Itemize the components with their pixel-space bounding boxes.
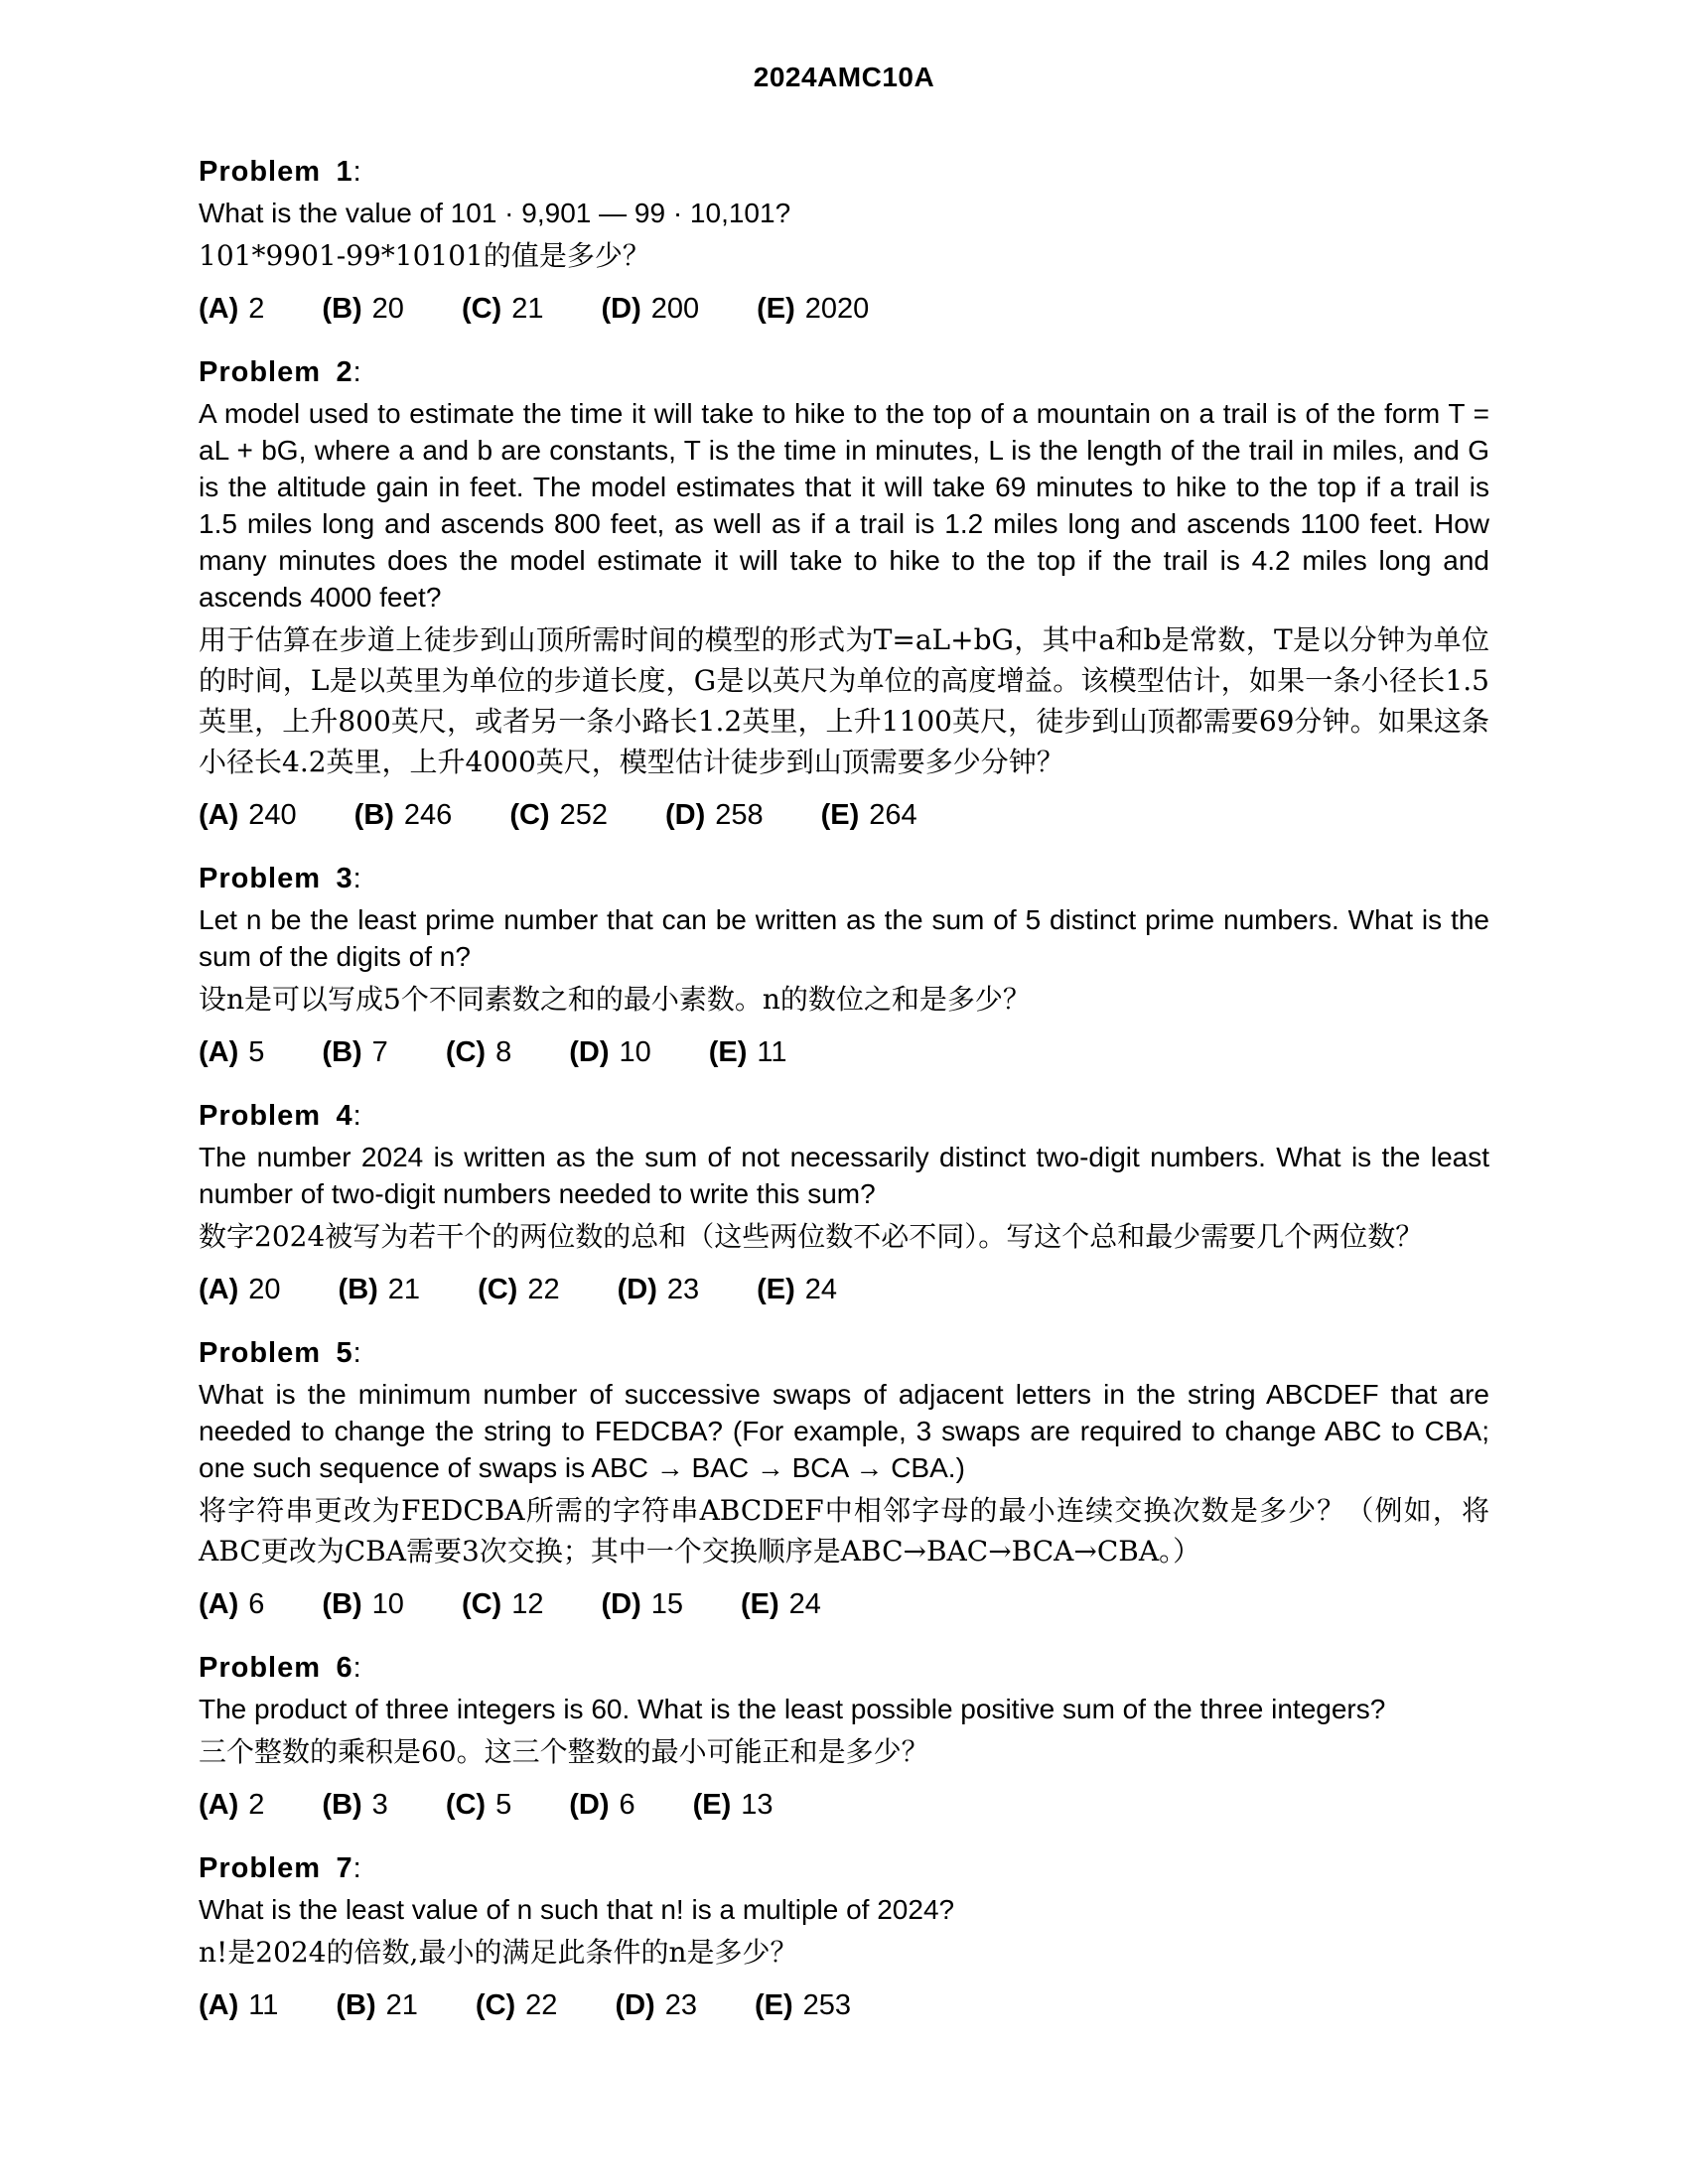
problem-text-english: The product of three integers is 60. What is the least possible positive sum of the three integers? <box>199 1694 1386 1724</box>
answer-choice-value: 7 <box>371 1036 388 1068</box>
answer-choice <box>821 792 917 838</box>
problem-number: 6 <box>336 1652 353 1684</box>
answer-choice-label: (B) <box>338 1274 378 1305</box>
answer-choice-value: 22 <box>527 1274 560 1305</box>
answer-choice-label: (D) <box>601 293 641 325</box>
answer-choice <box>569 1029 651 1075</box>
answer-choice-label: (C) <box>445 1789 487 1821</box>
answer-choice <box>741 1581 821 1627</box>
answer-choice-value: 6 <box>248 1588 265 1620</box>
problem-text-chinese: n!是2024的倍数,最小的满足此条件的n是多少？ <box>199 1936 798 1969</box>
answer-choice-value: 5 <box>248 1036 265 1068</box>
answer-choice-label: (C) <box>509 799 550 831</box>
answer-choice <box>462 286 544 332</box>
answer-choice-label: (C) <box>478 1274 518 1305</box>
answer-choice-value: 6 <box>619 1789 635 1821</box>
problem-text-english: The number 2024 is written as the sum of not necessarily distinct two-digit numbers. What is the least number of two-digit numbers needed to write this sum? <box>199 1142 1489 1209</box>
answer-choice-label: (E) <box>757 1274 795 1305</box>
problem-list <box>199 149 1489 2046</box>
answer-choice <box>601 286 699 332</box>
answer-choice-value: 23 <box>666 1274 700 1305</box>
problem-text-chinese: 设n是可以写成5个不同素数之和的最小素数。n的数位之和是多少？ <box>199 983 1031 1016</box>
problem-heading <box>199 1845 1489 1891</box>
answer-choice <box>709 1029 787 1075</box>
problem-2 <box>199 349 1489 838</box>
problem-number: 1 <box>336 156 353 188</box>
answer-choice-label: (A) <box>199 1789 239 1821</box>
problem-heading-colon: : <box>352 1652 361 1684</box>
problem-heading-colon: : <box>352 863 361 894</box>
answer-choice <box>693 1782 774 1828</box>
problem-3 <box>199 856 1489 1075</box>
answer-choice-label: (E) <box>741 1588 779 1620</box>
answer-choice-label: (D) <box>664 799 706 831</box>
problem-number: 7 <box>336 1852 353 1884</box>
problem-heading-word: Problem <box>199 156 322 188</box>
answer-choice-value: 2020 <box>804 293 870 325</box>
problem-heading-colon: : <box>352 356 361 388</box>
answer-choice-value: 24 <box>788 1588 821 1620</box>
page-title: 2024AMC10A <box>753 62 935 92</box>
answer-choice-label: (D) <box>601 1588 641 1620</box>
answer-choice <box>601 1581 683 1627</box>
problem-heading <box>199 1330 1489 1376</box>
answer-choice <box>322 1029 387 1075</box>
problem-heading-word: Problem <box>199 1337 322 1369</box>
answer-choice <box>478 1267 560 1312</box>
answer-choice <box>339 1267 421 1312</box>
answer-choice-value: 8 <box>495 1036 512 1068</box>
problem-heading-colon: : <box>352 156 361 188</box>
answer-choice-value: 11 <box>757 1036 787 1068</box>
answer-choice <box>755 1982 851 2028</box>
answer-choice <box>615 1982 697 2028</box>
answer-choices <box>199 792 1489 838</box>
answer-choice <box>569 1782 634 1828</box>
answer-choice-label: (C) <box>461 293 502 325</box>
answer-choice-label: (B) <box>322 1588 362 1620</box>
problem-text-english: Let n be the least prime number that can be written as the sum of 5 distinct prime numbers. What is the sum of the digits of n? <box>199 904 1489 972</box>
answer-choice <box>757 286 869 332</box>
answer-choice-value: 3 <box>371 1789 388 1821</box>
answer-choice <box>322 286 404 332</box>
answer-choice <box>336 1982 418 2028</box>
answer-choice-value: 10 <box>619 1036 651 1068</box>
answer-choice-label: (E) <box>757 293 795 325</box>
problem-number: 5 <box>336 1337 353 1369</box>
answer-choice-value: 21 <box>387 1274 421 1305</box>
problem-4 <box>199 1093 1489 1312</box>
answer-choice-value: 22 <box>525 1989 558 2021</box>
answer-choice-value: 15 <box>650 1588 683 1620</box>
answer-choice <box>199 792 297 838</box>
answer-choice-value: 246 <box>403 799 453 831</box>
problem-number: 4 <box>336 1100 353 1132</box>
problem-7 <box>199 1845 1489 2028</box>
answer-choice <box>322 1782 387 1828</box>
problem-text-chinese: 将字符串更改为FEDCBA所需的字符串ABCDEF中相邻字母的最小连续交换次数是多少？（例如，将ABC更改为CBA需要3次交换；其中一个交换顺序是ABC→BAC→BCA→CBA。） <box>199 1494 1489 1568</box>
answer-choice <box>199 1267 281 1312</box>
answer-choice-value: 5 <box>495 1789 512 1821</box>
problem-1 <box>199 149 1489 332</box>
problem-heading <box>199 349 1489 395</box>
problem-heading <box>199 856 1489 901</box>
answer-choice-label: (A) <box>199 293 239 325</box>
answer-choice-value: 240 <box>248 799 297 831</box>
answer-choice <box>199 1982 278 2028</box>
answer-choices <box>199 1782 1489 1828</box>
problem-heading-word: Problem <box>199 863 322 894</box>
problem-text-chinese: 101*9901-99*10101的值是多少？ <box>199 239 650 272</box>
problem-heading-colon: : <box>352 1852 361 1884</box>
answer-choice-value: 20 <box>248 1274 281 1305</box>
answer-choice-label: (D) <box>569 1789 610 1821</box>
problem-heading-word: Problem <box>199 356 322 388</box>
problem-text-chinese: 数字2024被写为若干个的两位数的总和（这些两位数不必不同）。写这个总和最少需要几个两位数？ <box>199 1220 1424 1253</box>
answer-choice-label: (A) <box>199 1588 239 1620</box>
problem-heading-colon: : <box>352 1100 361 1132</box>
problem-heading-word: Problem <box>199 1100 322 1132</box>
answer-choice <box>199 1782 264 1828</box>
answer-choices <box>199 1581 1489 1627</box>
answer-choice-value: 264 <box>869 799 917 831</box>
answer-choice <box>462 1581 544 1627</box>
answer-choice-label: (B) <box>322 1789 362 1821</box>
answer-choice-value: 253 <box>802 1989 852 2021</box>
answer-choices <box>199 1267 1489 1312</box>
answer-choices <box>199 1029 1489 1075</box>
problem-5 <box>199 1330 1489 1627</box>
answer-choice-value: 252 <box>559 799 608 831</box>
answer-choice <box>199 286 264 332</box>
answer-choice <box>354 792 453 838</box>
answer-choice-label: (E) <box>708 1036 748 1068</box>
answer-choice <box>618 1267 700 1312</box>
answer-choice-value: 11 <box>248 1989 279 2021</box>
answer-choice-value: 200 <box>650 293 700 325</box>
problem-text-english: What is the minimum number of successive swaps of adjacent letters in the string ABCDEF that are needed to change the string to FEDCBA? (For example, 3 swaps are required to change ABC to CBA; one such sequence of swaps is ABC → BAC → BCA → CBA.) <box>199 1379 1489 1483</box>
problem-heading <box>199 1093 1489 1139</box>
answer-choice-label: (A) <box>199 1274 239 1305</box>
answer-choice <box>199 1029 264 1075</box>
answer-choice <box>322 1581 404 1627</box>
answer-choice-label: (B) <box>353 799 394 831</box>
answer-choice-value: 12 <box>511 1588 544 1620</box>
problem-text-english: What is the value of 101 · 9,901 — 99 · 10,101? <box>199 198 791 228</box>
answer-choice-label: (C) <box>445 1036 487 1068</box>
problem-text-chinese: 用于估算在步道上徒步到山顶所需时间的模型的形式为T=aL+bG，其中a和b是常数，T是以分钟为单位的时间，L是以英里为单位的步道长度，G是以英尺为单位的高度增益。该模型估计，如果一条小径长1.5英里，上升800英尺，或者另一条小路长1.2英里，上升1100英尺，徒步到山顶都需要69分钟。如果这条小径长4.2英里，上升4000英尺，模型估计徒步到山顶需要多少分钟？ <box>199 623 1489 778</box>
answer-choice <box>757 1267 837 1312</box>
answer-choice <box>665 792 764 838</box>
problem-heading <box>199 149 1489 195</box>
answer-choice-value: 21 <box>511 293 544 325</box>
answer-choices <box>199 286 1489 332</box>
answer-choice-value: 13 <box>741 1789 774 1821</box>
answer-choice-label: (B) <box>322 1036 362 1068</box>
answer-choice-value: 258 <box>715 799 764 831</box>
problem-number: 3 <box>336 863 353 894</box>
answer-choice-label: (A) <box>199 1989 239 2021</box>
answer-choice-label: (D) <box>617 1274 657 1305</box>
answer-choice <box>509 792 608 838</box>
problem-text-english: A model used to estimate the time it will take to hike to the top of a mountain on a trail is of the form T = aL + bG, where a and b are constants, T is the time in minutes, L is the length of the trail in miles, and G is the altitude gain in feet. The model estimates that it will take 69 minutes to hike to the top if a trail is 1.5 miles long and ascends 800 feet, as well as if a trail is 1.2 miles long and ascends 1100 feet. How many minutes does the model estimate it will take to hike to the top if the trail is 4.2 miles long and ascends 4000 feet? <box>199 398 1489 613</box>
answer-choice-value: 20 <box>371 293 404 325</box>
answer-choice-label: (B) <box>322 293 362 325</box>
answer-choice <box>199 1581 264 1627</box>
answer-choice-value: 24 <box>804 1274 838 1305</box>
answer-choice <box>446 1029 511 1075</box>
problem-number: 2 <box>336 356 353 388</box>
problem-heading <box>199 1645 1489 1691</box>
problem-text-chinese: 三个整数的乘积是60。这三个整数的最小可能正和是多少？ <box>199 1735 929 1768</box>
answer-choice <box>476 1982 558 2028</box>
answer-choice-label: (E) <box>820 799 860 831</box>
answer-choice-label: (D) <box>615 1989 655 2021</box>
problem-heading-word: Problem <box>199 1852 322 1884</box>
answer-choice-label: (B) <box>336 1989 376 2021</box>
answer-choice-value: 2 <box>248 293 265 325</box>
answer-choice-label: (C) <box>461 1588 502 1620</box>
answer-choice-value: 23 <box>664 1989 697 2021</box>
answer-choice-label: (A) <box>199 799 239 831</box>
problem-text-english: What is the least value of n such that n! is a multiple of 2024? <box>199 1894 955 1925</box>
answer-choice-label: (E) <box>754 1989 793 2021</box>
answer-choice-label: (D) <box>569 1036 610 1068</box>
answer-choice-value: 10 <box>371 1588 404 1620</box>
problem-heading-word: Problem <box>199 1652 322 1684</box>
answer-choice-label: (E) <box>692 1789 732 1821</box>
problem-6 <box>199 1645 1489 1828</box>
problem-heading-colon: : <box>352 1337 361 1369</box>
answer-choice-label: (A) <box>199 1036 239 1068</box>
answer-choice <box>446 1782 511 1828</box>
answer-choice-value: 2 <box>248 1789 265 1821</box>
answer-choices <box>199 1982 1489 2028</box>
answer-choice-value: 21 <box>385 1989 418 2021</box>
answer-choice-label: (C) <box>475 1989 516 2021</box>
